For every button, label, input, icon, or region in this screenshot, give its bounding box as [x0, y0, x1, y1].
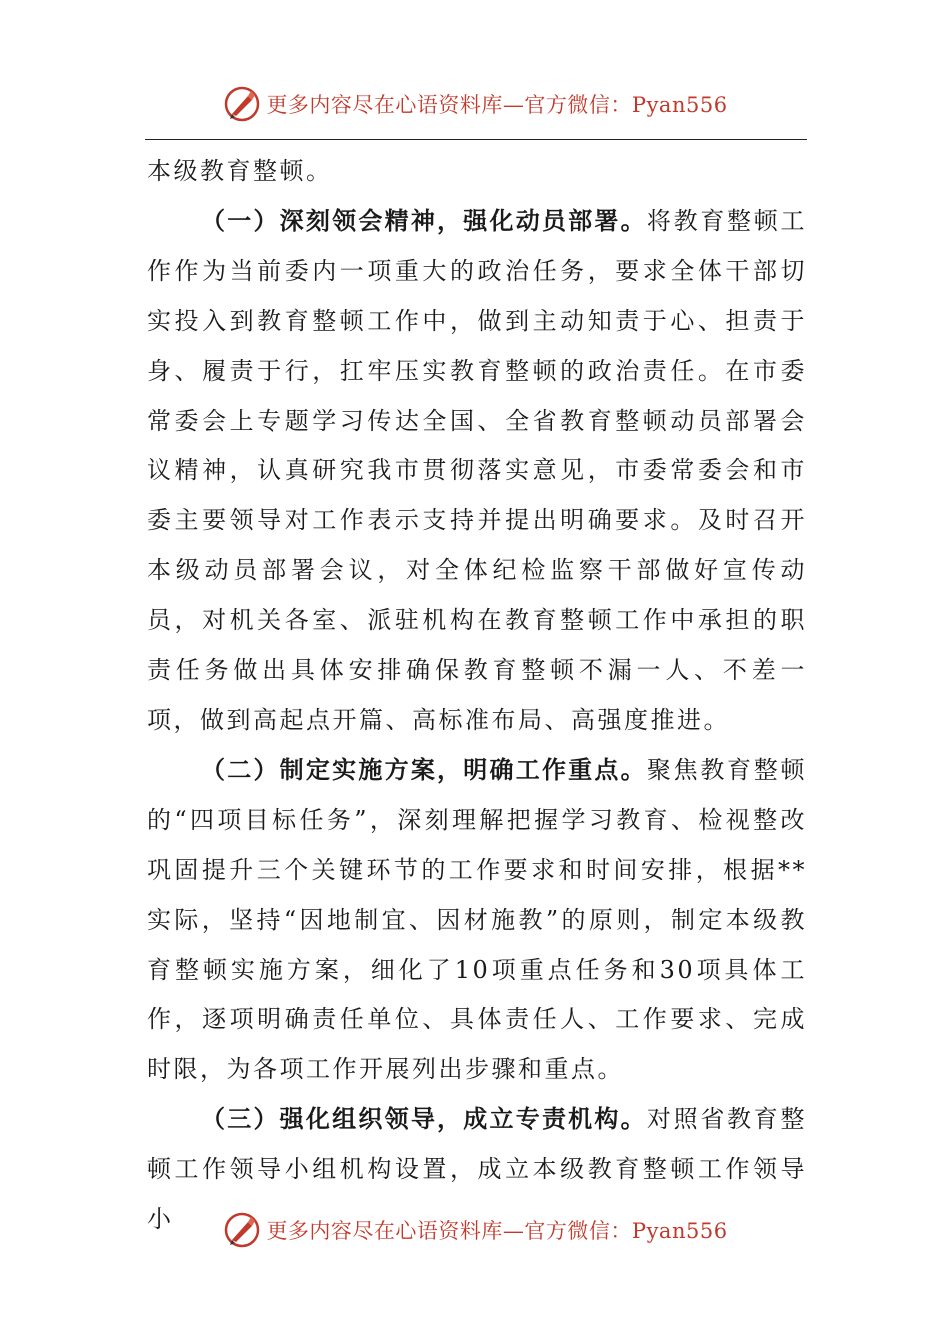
section-2-text: 聚焦教育整顿的“四项目标任务”，深刻理解把握学习教育、检视整改巩固提升三个关键环节的工作要求和时间安排，根据**实际，坚持“因地制宜、因材施教”的原则，制定本级教育整顿实施方案，细化了10项重点任务和30项具体工作，逐项明确责任单位、具体责任人、工作要求、完成时限，为各项工作开展列出步骤和重点。 [147, 755, 808, 1084]
section-1-text: 将教育整顿工作作为当前委内一项重大的政治任务，要求全体干部切实投入到教育整顿工作中，做到主动知责于心、担责于身、履责于行，扛牢压实教育整顿的政治责任。在市委常委会上专题学习传达全国、全省教育整顿动员部署会议精神，认真研究我市贯彻落实意见，市委常委会和市委主要领导对工作表示支持并提出明确要求。及时召开本级动员部署会议，对全体纪检监察干部做好宣传动员，对机关各室、派驻机构在教育整顿工作中承担的职责任务做出具体安排确保教育整顿不漏一人、不差一项，做到高起点开篇、高标准布局、高强度推进。 [147, 206, 808, 734]
header-banner-text: 更多内容尽在心语资料库—官方微信：Pyan556 [266, 93, 728, 117]
header-rule [145, 139, 807, 140]
section-3-heading: （三）强化组织领导，成立专责机构。 [201, 1105, 647, 1134]
section-3-text: 对照省教育整顿工作领导小组机构设置，成立本级教育整顿工作领导小 [147, 1105, 808, 1234]
document-body [147, 147, 807, 1245]
footer-banner-text: 更多内容尽在心语资料库—官方微信：Pyan556 [266, 1219, 728, 1243]
pen-logo-icon [222, 1210, 262, 1250]
footer-banner [0, 1206, 950, 1254]
paragraph-section-1 [147, 197, 807, 746]
section-1-heading: （一）深刻领会精神，强化动员部署。 [201, 206, 647, 235]
section-2-heading: （二）制定实施方案，明确工作重点。 [201, 755, 647, 784]
header-banner [0, 80, 950, 128]
paragraph-section-2 [147, 746, 807, 1095]
pen-logo-icon [222, 84, 262, 124]
paragraph-continued: 本级教育整顿。 [147, 157, 333, 185]
